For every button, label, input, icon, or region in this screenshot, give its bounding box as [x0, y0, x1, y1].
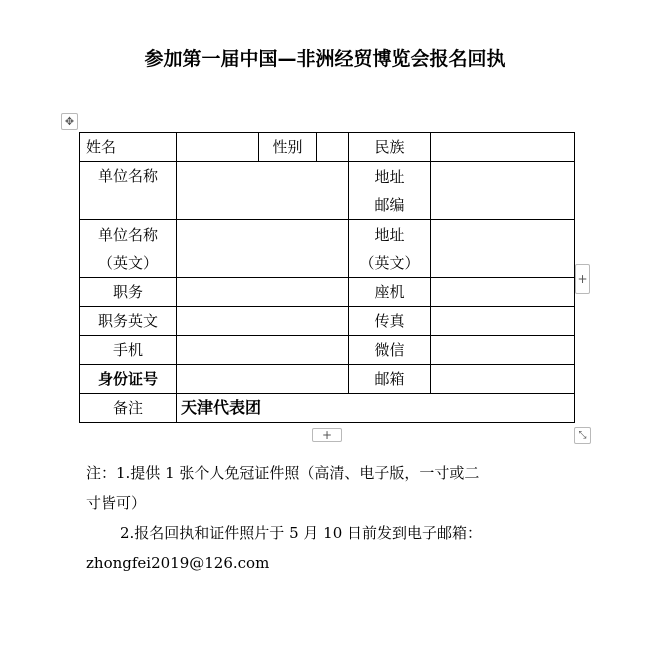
org-name-en-value-cell[interactable]	[177, 220, 349, 278]
note-line-1: 注：1.提供 1 张个人免冠证件照（高清、电子版，一寸或二	[86, 464, 480, 482]
ethnicity-value-cell[interactable]	[431, 133, 575, 162]
fax-value-cell[interactable]	[431, 307, 575, 336]
postcode-label: 邮编	[374, 195, 405, 214]
position-label: 职务	[80, 278, 177, 307]
note-line-2: 寸皆可）	[86, 494, 147, 512]
ethnicity-label: 民族	[349, 133, 431, 162]
address-label: 地址	[374, 167, 405, 186]
name-label: 姓名	[80, 133, 177, 162]
name-value-cell[interactable]	[177, 133, 259, 162]
address-en-value-cell[interactable]	[431, 220, 575, 278]
landline-value-cell[interactable]	[431, 278, 575, 307]
remark-label: 备注	[80, 394, 177, 423]
note-line-3: 2.报名回执和证件照片于 5 月 10 日前发到电子邮箱：	[120, 524, 483, 542]
position-en-value-cell[interactable]	[177, 307, 349, 336]
org-name-en-label-line1: 单位名称	[97, 225, 158, 244]
email-value-cell[interactable]	[431, 365, 575, 394]
table-move-icon[interactable]: ✥	[61, 113, 78, 130]
org-name-label: 单位名称	[80, 162, 177, 220]
notes-section	[86, 458, 586, 578]
note-email: zhongfei2019@126.com	[86, 554, 270, 572]
address-en-label	[349, 220, 431, 278]
gender-value-cell[interactable]	[317, 133, 349, 162]
address-postcode-label	[349, 162, 431, 220]
org-name-en-label	[80, 220, 177, 278]
add-row-button[interactable]: +	[312, 428, 342, 442]
address-postcode-value-cell[interactable]	[431, 162, 575, 220]
mobile-label: 手机	[80, 336, 177, 365]
org-name-value-cell[interactable]	[177, 162, 349, 220]
registration-form-table	[79, 132, 575, 423]
address-en-label-line2: （英文）	[359, 253, 420, 272]
email-label: 邮箱	[349, 365, 431, 394]
position-en-label: 职务英文	[80, 307, 177, 336]
position-value-cell[interactable]	[177, 278, 349, 307]
wechat-label: 微信	[349, 336, 431, 365]
table-resize-icon[interactable]: ⤡	[574, 427, 591, 444]
gender-label: 性别	[259, 133, 317, 162]
fax-label: 传真	[349, 307, 431, 336]
remark-value-cell[interactable]: 天津代表团	[177, 394, 575, 423]
id-number-value-cell[interactable]	[177, 365, 349, 394]
address-en-label-line1: 地址	[374, 225, 405, 244]
mobile-value-cell[interactable]	[177, 336, 349, 365]
wechat-value-cell[interactable]	[431, 336, 575, 365]
id-number-label: 身份证号	[80, 365, 177, 394]
add-column-button[interactable]: +	[575, 264, 590, 294]
page-title: 参加第一届中国—非洲经贸博览会报名回执	[144, 48, 506, 70]
landline-label: 座机	[349, 278, 431, 307]
org-name-en-label-line2: （英文）	[97, 253, 158, 272]
